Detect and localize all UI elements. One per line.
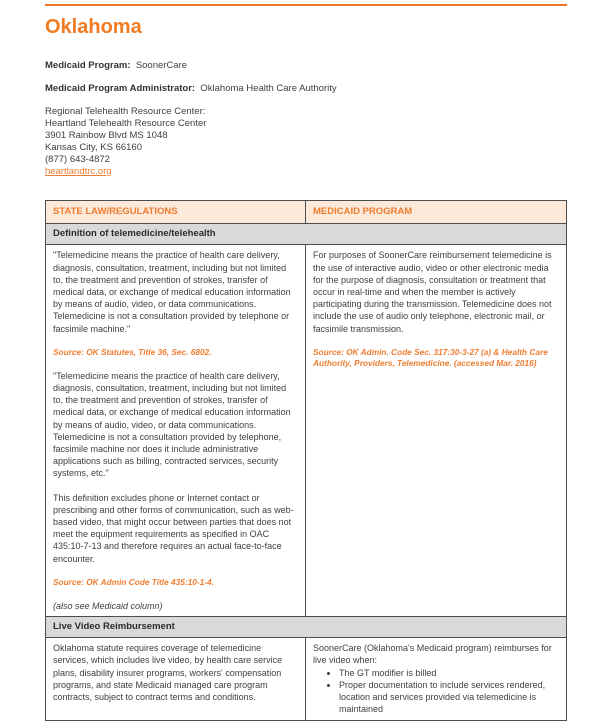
section-title-definition: Definition of telemedicine/telehealth (46, 224, 567, 245)
table-header-row (46, 201, 567, 224)
definition-source-2: Source: OK Admin Code Title 435:10-1-4. (53, 576, 214, 587)
section-row-definition (46, 224, 567, 245)
definition-source-1: Source: OK Statutes, Title 36, Sec. 6802. (53, 346, 212, 357)
live-video-statute-paragraph: Oklahoma statute requires coverage of telemedicine services, which includes live video, by health care service plans, disability insurer programs, workers' compensation programs, and state Medicaid managed care program contracts, subject to contract terms and conditions. (53, 643, 283, 703)
medicaid-definition-source: Source: OK Admin. Code Sec. 317:30-3-27 (a) & Health Care Authority, Providers, Telemedicine. (accessed Mar. 2016) (313, 346, 548, 368)
rtrc-name: Heartland Telehealth Resource Center (45, 118, 207, 129)
definition-see-also-note: (also see Medicaid column) (53, 600, 163, 611)
page-title: Oklahoma (45, 16, 142, 38)
rtrc-city: Kansas City, KS 66160 (45, 142, 142, 153)
definition-content-row (46, 245, 567, 617)
medicaid-program-label: Medicaid Program: (45, 60, 131, 71)
rtrc-block (45, 106, 567, 178)
document-page (0, 4, 612, 721)
section-title-live-video: Live Video Reimbursement (46, 617, 567, 638)
definition-state-law-cell (46, 245, 306, 617)
rtrc-phone: (877) 643-4872 (45, 154, 110, 165)
column-header-medicaid-program: MEDICAID PROGRAM (306, 201, 567, 224)
rtrc-website-link[interactable]: heartlandtrc.org (45, 166, 112, 177)
administrator-label: Medicaid Program Administrator: (45, 83, 196, 94)
definition-quote-1: "Telemedicine means the practice of health care delivery, diagnosis, consultation, treatment, including but not limited to, the treatment and prevention of strokes, transfer of medical data, or exchange of medical education information by means of audio, video, or data communications. Telemedicine is not a consultation provided by telephone or facsimile machine." (53, 250, 291, 334)
medicaid-definition-paragraph: For purposes of SoonerCare reimbursement telemedicine is the use of interactive audio, video or other electronic media for the purpose of diagnosis, consultation or treatment that occur in real-time and when the member is actively participating during the transmission. Telemedicine does not include the use of audio only telephone, electronic mail, or facsimile transmission. (313, 250, 552, 334)
column-header-state-law: STATE LAW/REGULATIONS (46, 201, 306, 224)
administrator-value: Oklahoma Health Care Authority (200, 83, 337, 94)
definition-exclusion-paragraph: This definition excludes phone or Internet contact or prescribing and other forms of communication, such as web-based video, that might occur between parties that does not meet the equipment requirements as specified in OAC 435:10-7-13 and therefore requires an actual face-to-face encounter. (53, 492, 294, 564)
section-row-live-video (46, 617, 567, 638)
live-video-state-law-cell (46, 638, 306, 720)
administrator-row (45, 83, 567, 95)
definition-quote-2: "Telemedicine means the practice of health care delivery, diagnosis, consultation, treatment, including but not limited to, the treatment and prevention of strokes, transfer of medical data, or exchange of medical education information by means of audio, video, or data communications. Telemedicine is not a consultation provided by telephone, facsimile machine nor does it include administrative applications such as billing, contracted services, security systems, etc." (53, 370, 291, 479)
live-video-condition-list (313, 667, 559, 716)
state-law-table (45, 200, 567, 721)
medicaid-program-value: SoonerCare (135, 60, 188, 71)
definition-medicaid-cell (306, 245, 567, 617)
list-item: • Proper documentation to include services rendered, location and services provided via telemedicine is maintained (339, 679, 559, 716)
live-video-medicaid-cell (306, 638, 567, 720)
live-video-content-row (46, 638, 567, 720)
program-info-block (45, 60, 567, 178)
medicaid-program-row (45, 60, 567, 72)
list-item: • The GT modifier is billed (339, 667, 559, 679)
rtrc-street: 3901 Rainbow Blvd MS 1048 (45, 130, 168, 141)
top-accent-rule (45, 4, 567, 6)
rtrc-label: Regional Telehealth Resource Center: (45, 106, 206, 117)
live-video-reimbursement-intro: SoonerCare (Oklahoma's Medicaid program) reimburses for live video when: (313, 643, 552, 666)
